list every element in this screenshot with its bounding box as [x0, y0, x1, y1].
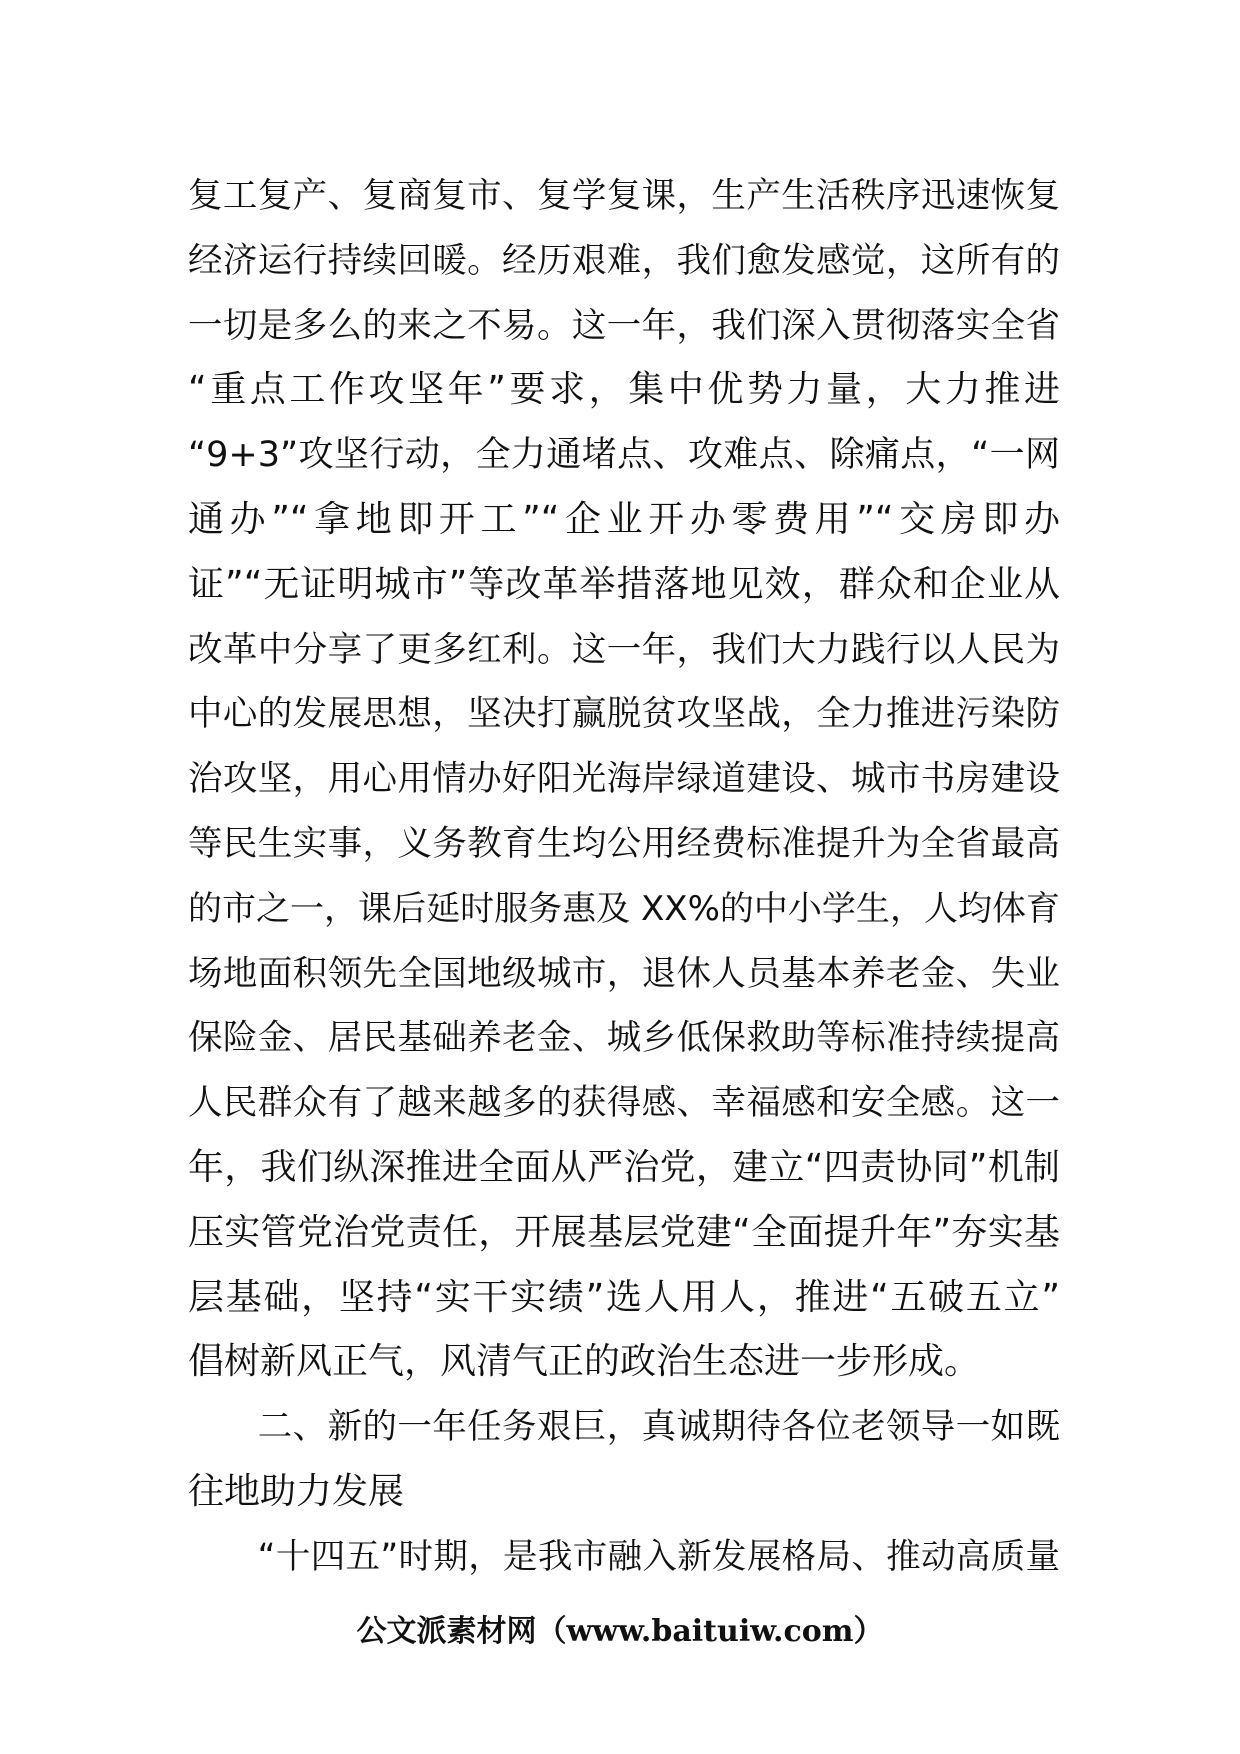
body-line-13: 场地面积领先全国地级城市，退休人员基本养老金、失业 — [188, 953, 1060, 994]
body-line-10: 治攻坚，用心用情办好阳光海岸绿道建设、城市书房建设 — [188, 759, 1060, 800]
body-line-17: 压实管党治党责任，开展基层党建“全面提升年”夯实基 — [188, 1211, 1060, 1253]
body-line-8: 改革中分享了更多红利。这一年，我们大力践行以人民为 — [188, 629, 1060, 670]
body-line-18: 层基础，坚持“实干实绩”选人用人，推进“五破五立” — [188, 1276, 1060, 1318]
body-line-4: “重点工作攻坚年”要求，集中优势力量，大力推进 — [188, 369, 1060, 411]
body-line-5: “9+3”攻坚行动，全力通堵点、攻难点、除痛点，“一网 — [188, 435, 1060, 476]
body-line-16: 年，我们纵深推进全面从严治党，建立“四责协同”机制 — [188, 1146, 1060, 1188]
body-line-6: 通办”“拿地即开工”“企业开办零费用”“交房即办 — [188, 498, 1060, 540]
body-line-7: 证”“无证明城市”等改革举措落地见效，群众和企业从 — [188, 563, 1060, 605]
body-line-15: 人民群众有了越来越多的获得感、幸福感和安全感。这一 — [188, 1083, 1060, 1124]
body-line-9: 中心的发展思想，坚决打赢脱贫攻坚战，全力推进污染防 — [188, 694, 1060, 735]
body-line-12: 的市之一，课后延时服务惠及 XX%的中小学生，人均体育 — [188, 888, 1060, 929]
body-line-1: 复工复产、复商复市、复学复课，生产生活秩序迅速恢复 — [188, 176, 1060, 216]
document-body — [188, 164, 1060, 1590]
body-line-2: 经济运行持续回暖。经历艰难，我们愈发感觉，这所有的 — [188, 240, 1060, 281]
footer-watermark-text: 公文派素材网（www.baituiw.com） — [356, 1614, 884, 1649]
body-line-3: 一切是多么的来之不易。这一年，我们深入贯彻落实全省 — [188, 305, 1060, 346]
body-line-22: “十四五”时期，是我市融入新发展格局、推动高质量 — [188, 1536, 1060, 1577]
body-line-19: 倡树新风正气，风清气正的政治生态进一步形成。 — [188, 1341, 981, 1383]
section-heading-line-2: 往地助力发展 — [188, 1470, 405, 1512]
section-heading-line-1: 二、新的一年任务艰巨，真诚期待各位老领导一如既 — [188, 1407, 1060, 1448]
body-line-14: 保险金、居民基础养老金、城乡低保救助等标准持续提高 — [188, 1018, 1060, 1059]
body-line-11: 等民生实事，义务教育生均公用经费标准提升为全省最高 — [188, 823, 1060, 864]
